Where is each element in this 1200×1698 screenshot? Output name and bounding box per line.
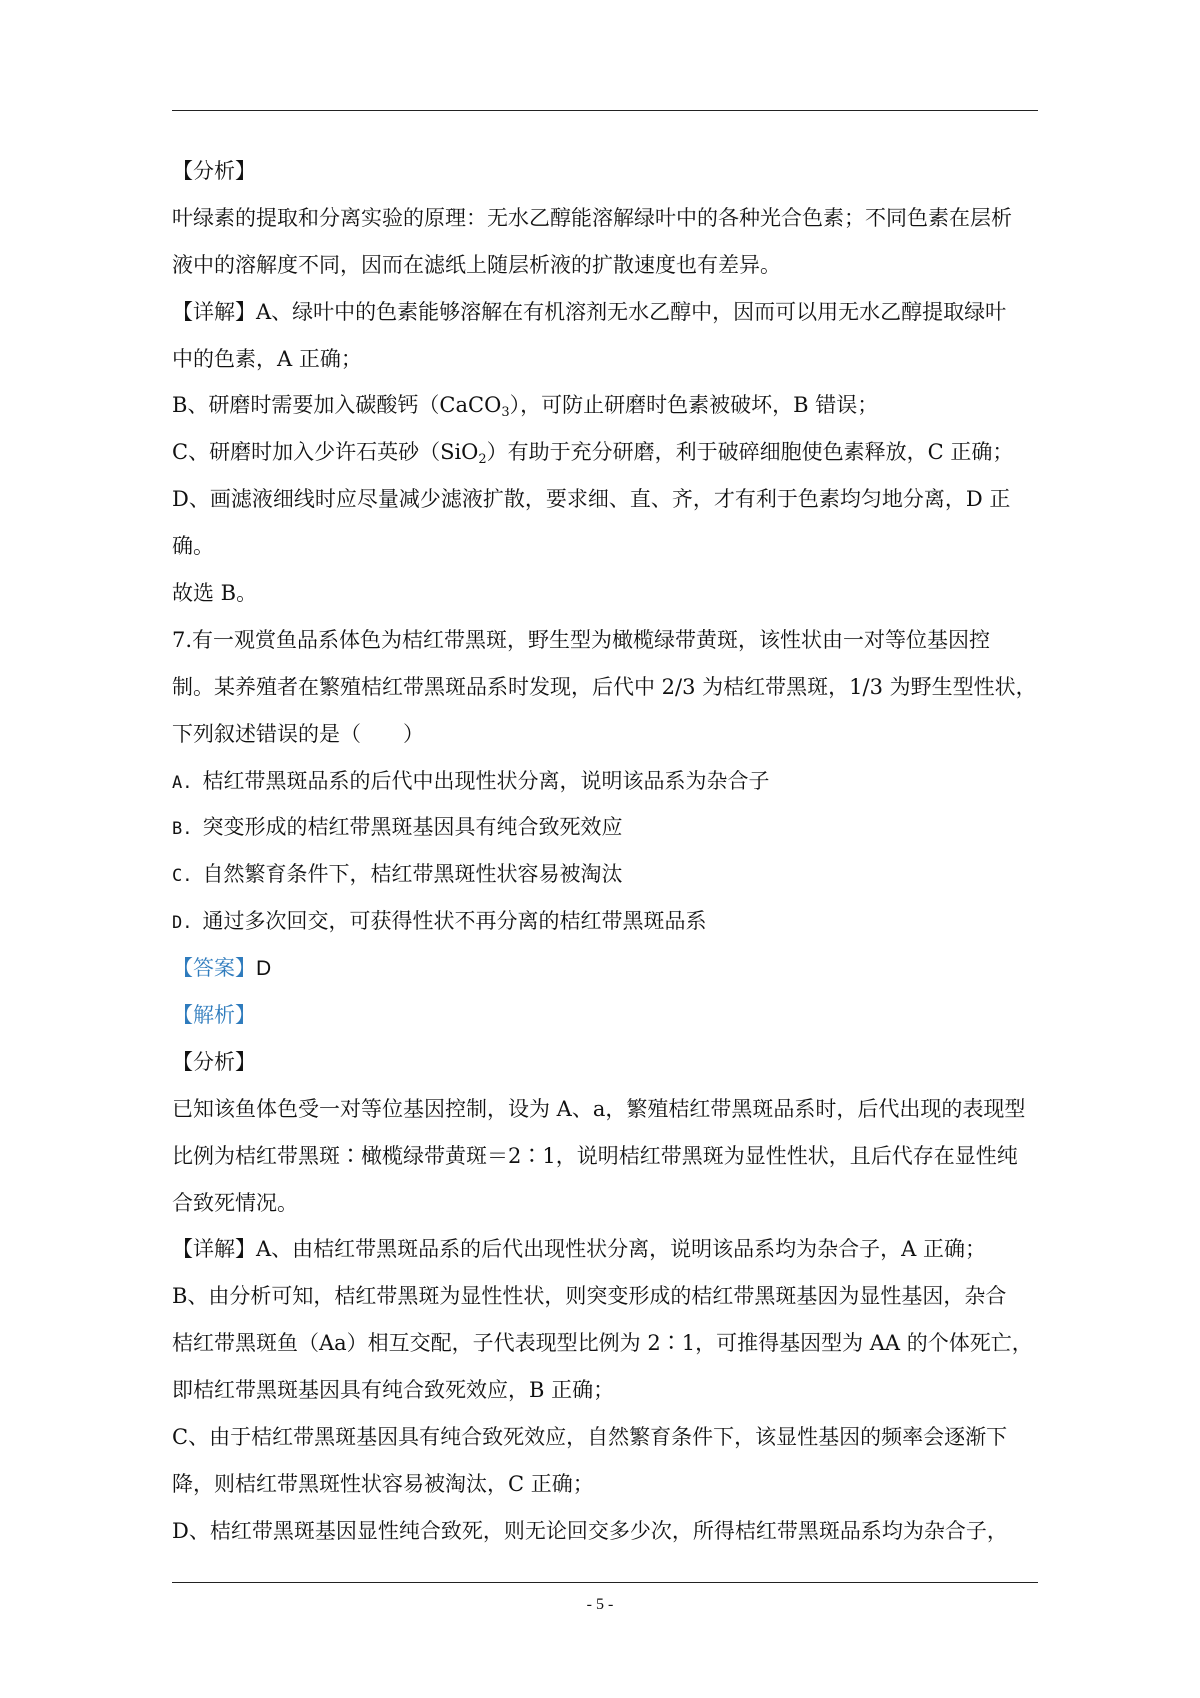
question-stem: 7.有一观赏鱼品系体色为桔红带黑斑，野生型为橄榄绿带黄斑，该性状由一对等位基因控 bbox=[172, 627, 991, 652]
option-letter: A. bbox=[172, 772, 193, 793]
subscript: 3 bbox=[501, 405, 510, 421]
jiexi-label: 【解析】 bbox=[172, 1003, 256, 1028]
text-segment: ），可防止研磨时色素被破坏，B 错误； bbox=[509, 393, 879, 418]
text-line: 【分析】 bbox=[172, 159, 256, 183]
text-line: 中的色素，A 正确； bbox=[172, 346, 362, 371]
text-line-sio2 bbox=[172, 429, 1038, 476]
option-letter: C. bbox=[172, 866, 193, 887]
answer-line bbox=[172, 945, 1038, 992]
text-line-caco3 bbox=[172, 382, 1038, 429]
text-line: 合致死情况。 bbox=[172, 1190, 298, 1215]
option-a bbox=[172, 758, 1038, 805]
text-line: 即桔红带黑斑基因具有纯合致死效应，B 正确； bbox=[172, 1378, 615, 1403]
text-segment: B、研磨时需要加入碳酸钙（CaCO bbox=[172, 393, 502, 418]
text-segment: C、研磨时加入少许石英砂（SiO bbox=[172, 440, 479, 465]
text-line: D、画滤液细线时应尽量减少滤液扩散，要求细、直、齐，才有利于色素均匀地分离，D 正 bbox=[172, 487, 1011, 512]
text-line: 确。 bbox=[172, 534, 214, 559]
option-text: 自然繁育条件下，桔红带黑斑性状容易被淘汰 bbox=[202, 862, 623, 887]
text-line: 故选 B。 bbox=[172, 581, 258, 606]
text-line: 叶绿素的提取和分离实验的原理：无水乙醇能溶解绿叶中的各种光合色素；不同色素在层析 bbox=[172, 205, 1012, 230]
option-d bbox=[172, 898, 1038, 945]
option-letter: B. bbox=[172, 819, 193, 840]
text-line: 比例为桔红带黑斑∶橄榄绿带黄斑＝2∶1，说明桔红带黑斑为显性性状，且后代存在显性纯 bbox=[172, 1143, 1018, 1168]
text-line: 【分析】 bbox=[172, 1049, 256, 1074]
text-line: 桔红带黑斑鱼（Aa）相互交配，子代表现型比例为 2∶1，可推得基因型为 AA 的个体死亡， bbox=[172, 1331, 1033, 1356]
text-line: 【详解】A、由桔红带黑斑品系的后代出现性状分离，说明该品系均为杂合子，A 正确； bbox=[172, 1237, 987, 1262]
text-line: 液中的溶解度不同，因而在滤纸上随层析液的扩散速度也有差异。 bbox=[172, 252, 781, 277]
option-text: 通过多次回交，可获得性状不再分离的桔红带黑斑品系 bbox=[202, 909, 707, 934]
text-line: 已知该鱼体色受一对等位基因控制，设为 A、a，繁殖桔红带黑斑品系时，后代出现的表现型 bbox=[172, 1096, 1026, 1121]
option-text: 突变形成的桔红带黑斑基因具有纯合致死效应 bbox=[202, 815, 623, 840]
page-number: - 5 - bbox=[586, 1596, 614, 1613]
option-c bbox=[172, 851, 1038, 898]
question-stem: 下列叙述错误的是（ ） bbox=[172, 721, 424, 746]
text-line: 【详解】A、绿叶中的色素能够溶解在有机溶剂无水乙醇中，因而可以用无水乙醇提取绿叶 bbox=[172, 299, 1007, 324]
option-text: 桔红带黑斑品系的后代中出现性状分离，说明该品系为杂合子 bbox=[202, 768, 770, 793]
text-line: B、由分析可知，桔红带黑斑为显性性状，则突变形成的桔红带黑斑基因为显性基因，杂合 bbox=[172, 1284, 1007, 1309]
header-rule bbox=[172, 110, 1038, 111]
document-body bbox=[172, 148, 1038, 1555]
answer-value: D bbox=[256, 957, 272, 981]
option-b bbox=[172, 804, 1038, 851]
option-letter: D. bbox=[172, 913, 193, 934]
footer-rule bbox=[172, 1582, 1038, 1583]
text-line: 降，则桔红带黑斑性状容易被淘汰，C 正确； bbox=[172, 1471, 594, 1496]
text-line: D、桔红带黑斑基因显性纯合致死，则无论回交多少次，所得桔红带黑斑品系均为杂合子， bbox=[172, 1518, 1008, 1543]
answer-label: 【答案】 bbox=[172, 956, 256, 981]
text-segment: ）有助于充分研磨，利于破碎细胞使色素释放，C 正确； bbox=[486, 440, 1014, 465]
question-stem: 制。某养殖者在繁殖桔红带黑斑品系时发现，后代中 2/3 为桔红带黑斑，1/3 为野生型性状， bbox=[172, 674, 1037, 699]
text-line: C、由于桔红带黑斑基因具有纯合致死效应，自然繁育条件下，该显性基因的频率会逐渐下 bbox=[172, 1425, 1008, 1450]
subscript: 2 bbox=[478, 452, 487, 468]
